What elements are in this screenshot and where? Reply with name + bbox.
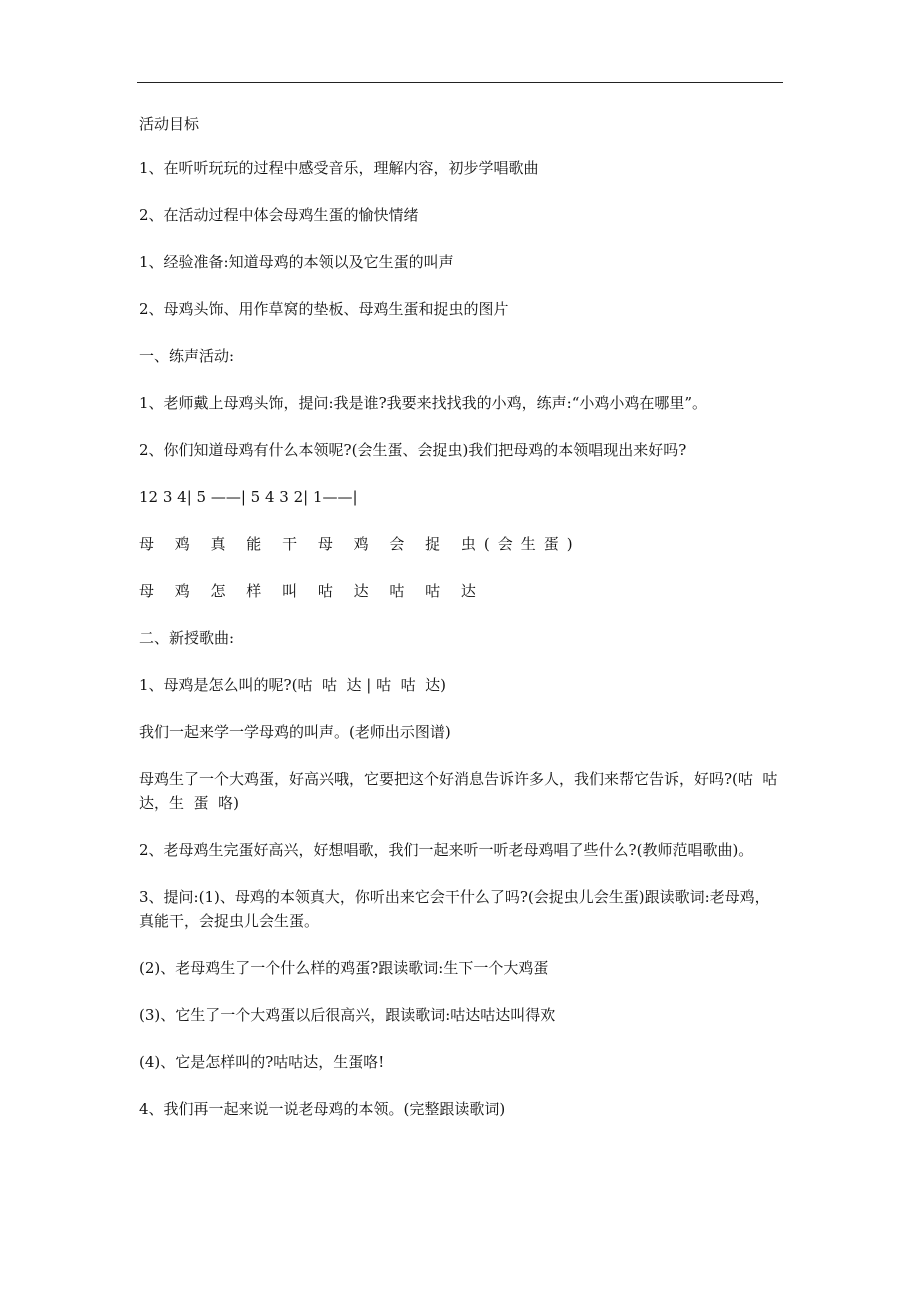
section-heading-new-song: 二、新授歌曲:	[139, 629, 235, 647]
warmup-step-2: 2、你们知道母鸡有什么本领呢?(会生蛋、会捉虫)我们把母鸡的本领唱现出来好吗?	[139, 441, 687, 459]
warmup-step-1: 1、老师戴上母鸡头饰，提问:我是谁?我要来找找我的小鸡，练声:“小鸡小鸡在哪里”。	[139, 394, 708, 412]
song-step-1: 1、母鸡是怎么叫的呢?(咕 咕 达 | 咕 咕 达)	[139, 676, 447, 694]
goal-item-2: 2、在活动过程中体会母鸡生蛋的愉快情绪	[139, 206, 419, 224]
lyric-line-1: 母 鸡 真 能 干 母 鸡 会 捉 虫(会生蛋)	[139, 535, 581, 553]
section-heading-vocal-warmup: 一、练声活动:	[139, 347, 235, 365]
song-step-2: 2、老母鸡生完蛋好高兴，好想唱歌，我们一起来听一听老母鸡唱了些什么?(教师范唱歌曲)。	[139, 841, 754, 859]
section-heading-activity-goals: 活动目标	[139, 115, 200, 133]
preparation-item-1: 1、经验准备:知道母鸡的本领以及它生蛋的叫声	[139, 253, 454, 271]
song-step-1-detail: 母鸡生了一个大鸡蛋，好高兴哦，它要把这个好消息告诉许多人，我们来帮它告诉，好吗?(咕 咕 达，生 蛋 咯)	[139, 770, 783, 812]
song-step-4: 4、我们再一起来说一说老母鸡的本领。(完整跟读歌词)	[139, 1100, 506, 1118]
song-step-3: 3、提问:(1)、母鸡的本领真大，你听出来它会干什么了吗?(会捉虫儿会生蛋)跟读歌词:老母鸡，真能干，会捉虫儿会生蛋。	[139, 888, 770, 930]
song-step-3-part-3: (3)、它生了一个大鸡蛋以后很高兴，跟读歌词:咕达咕达叫得欢	[139, 1006, 556, 1024]
lyric-line-2: 母 鸡 怎 样 叫 咕 达 咕 咕 达	[139, 582, 484, 600]
document-body	[139, 112, 784, 1144]
music-notation: 12 3 4| 5 ——| 5 4 3 2| 1——|	[139, 488, 358, 506]
song-step-3-part-4: (4)、它是怎样叫的?咕咕达，生蛋咯!	[139, 1053, 385, 1071]
preparation-item-2: 2、母鸡头饰、用作草窝的垫板、母鸡生蛋和捉虫的图片	[139, 300, 509, 318]
song-step-3-part-2: (2)、老母鸡生了一个什么样的鸡蛋?跟读歌词:生下一个大鸡蛋	[139, 959, 549, 977]
goal-item-1: 1、在听听玩玩的过程中感受音乐，理解内容，初步学唱歌曲	[139, 159, 539, 177]
song-step-1-note: 我们一起来学一学母鸡的叫声。(老师出示图谱)	[139, 723, 451, 741]
header-rule	[137, 82, 783, 83]
